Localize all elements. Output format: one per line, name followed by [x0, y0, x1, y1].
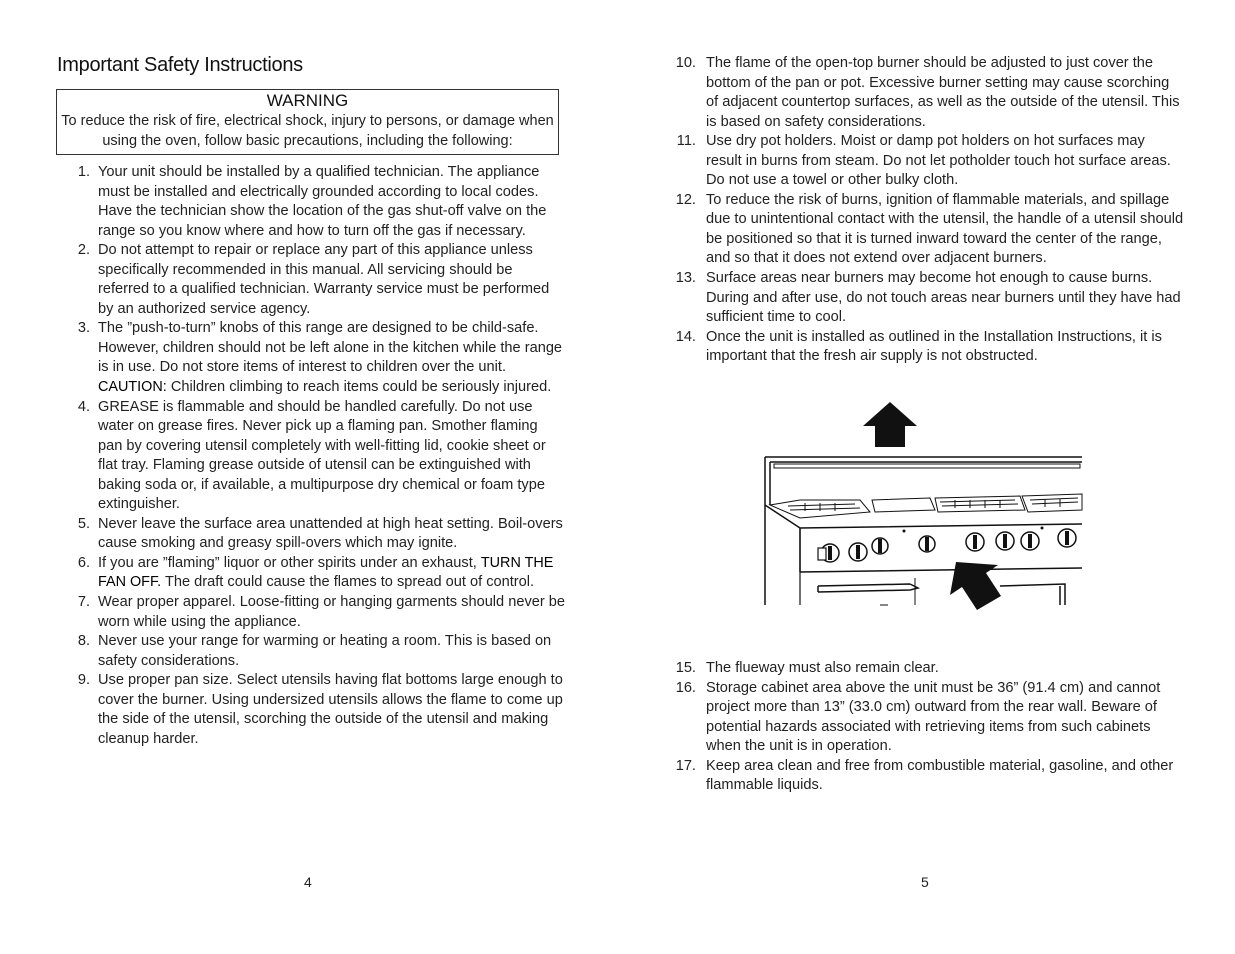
page-number-left: 4 [304, 874, 312, 890]
list-item: 8. Never use your range for warming or heating a room. This is based on safety considerations. [77, 633, 552, 669]
list-item: 15. The flueway must also remain clear. [675, 660, 939, 676]
warning-text: To reduce the risk of fire, electrical shock, injury to persons, or damage when using the oven, follow basic precautions, including the following: [61, 113, 554, 149]
up-arrow-icon [863, 402, 917, 447]
warning-box [56, 89, 559, 155]
safety-list-right-top [674, 54, 1184, 367]
list-item: 12. To reduce the risk of burns, ignition of flammable materials, and spillage due to unintentional contact with the utensil, the handle of a utensil should be positioned so that it is turned inward toward the center of the range, and so that it does not extend over adjacent burners. [675, 191, 1184, 267]
list-item: 11. Use dry pot holders. Moist or damp pot holders on hot surfaces may result in burns from steam. Do not let potholder touch hot surface areas. Do not use a towel or other bulky cloth. [676, 133, 1171, 189]
list-item: 17. Keep area clean and free from combustible material, gasoline, and other flammable liquids. [675, 757, 1174, 794]
turn-fan-off-label: TURN THE FAN OFF. [98, 554, 554, 591]
list-item: 2. Do not attempt to repair or replace any part of this appliance unless specifically recommended in this manual. All servicing should be referred to a qualified technician. Warranty service must be performed by an authorized service agency. [77, 242, 550, 317]
warning-heading: WARNING [266, 91, 349, 110]
list-item: 6. If you are ”flaming” liquor or other spirits under an exhaust, TURN THE FAN OFF. The draft could cause the flames to spread out of control. [77, 554, 554, 591]
list-item: 14. Once the unit is installed as outlined in the Installation Instructions, it is important that the fresh air supply is not obstructed. [675, 328, 1162, 365]
list-item: 3. The ”push-to-turn” knobs of this range are designed to be child-safe. However, children should not be left alone in the kitchen while the range is in use. Do not store items of interest to children over the unit. CAUTION: Children climbing to reach items could be seriously injured. [77, 320, 563, 396]
list-item: 7. Wear proper apparel. Loose-fitting or hanging garments should never be worn while using the appliance. [77, 594, 566, 630]
list-item: 5. Never leave the surface area unattended at high heat setting. Boil-overs cause smoking and greasy spill-overs which may ignite. [77, 515, 563, 552]
range-airflow-illustration [760, 400, 1085, 610]
list-item: 1. Your unit should be installed by a qualified technician. The appliance must be installed and electrically grounded according to local codes. Have the technician show the location of the gas shut-off valve on the range so you know where and how to turn off the gas if necessary. [77, 164, 547, 239]
list-item: 9. Use proper pan size. Select utensils having flat bottoms large enough to cover the burner. Using undersized utensils allows the flame to come up the side of the utensil, scorching the outside of the utensil and making cleanup harder. [77, 672, 563, 747]
page-title: Important Safety Instructions [57, 54, 303, 76]
safety-list-right-bottom [674, 659, 1184, 796]
list-item: 4. GREASE is flammable and should be handled carefully. Do not use water on grease fires. Never pick up a flaming pan. Smother flaming pan by covering utensil completely with well-fitting lid, cookie sheet or flat tray. Flaming grease outside of utensil can be extinguished with baking soda or, if available, a multipurpose dry chemical or foam type extinguisher. [77, 398, 546, 513]
list-item: 13. Surface areas near burners may become hot enough to cause burns. During and after use, do not touch areas near burners until they have had sufficient time to cool. [675, 270, 1181, 326]
safety-list-left [66, 163, 566, 749]
list-item: 10. The flame of the open-top burner should be adjusted to just cover the bottom of the pan or pot. Excessive burner setting may cause scorching of adjacent countertop surfaces, as well as the outside of the utensil. This is based on safety considerations. [675, 55, 1180, 130]
caution-label: CAUTION: [98, 379, 167, 396]
list-item: 16. Storage cabinet area above the unit must be 36” (91.4 cm) and cannot project more than 13” (33.0 cm) outward from the rear wall. Beware of potential hazards associated with retrieving items from such cabinets when the unit is in operation. [675, 679, 1161, 755]
page-number-right: 5 [921, 874, 929, 890]
